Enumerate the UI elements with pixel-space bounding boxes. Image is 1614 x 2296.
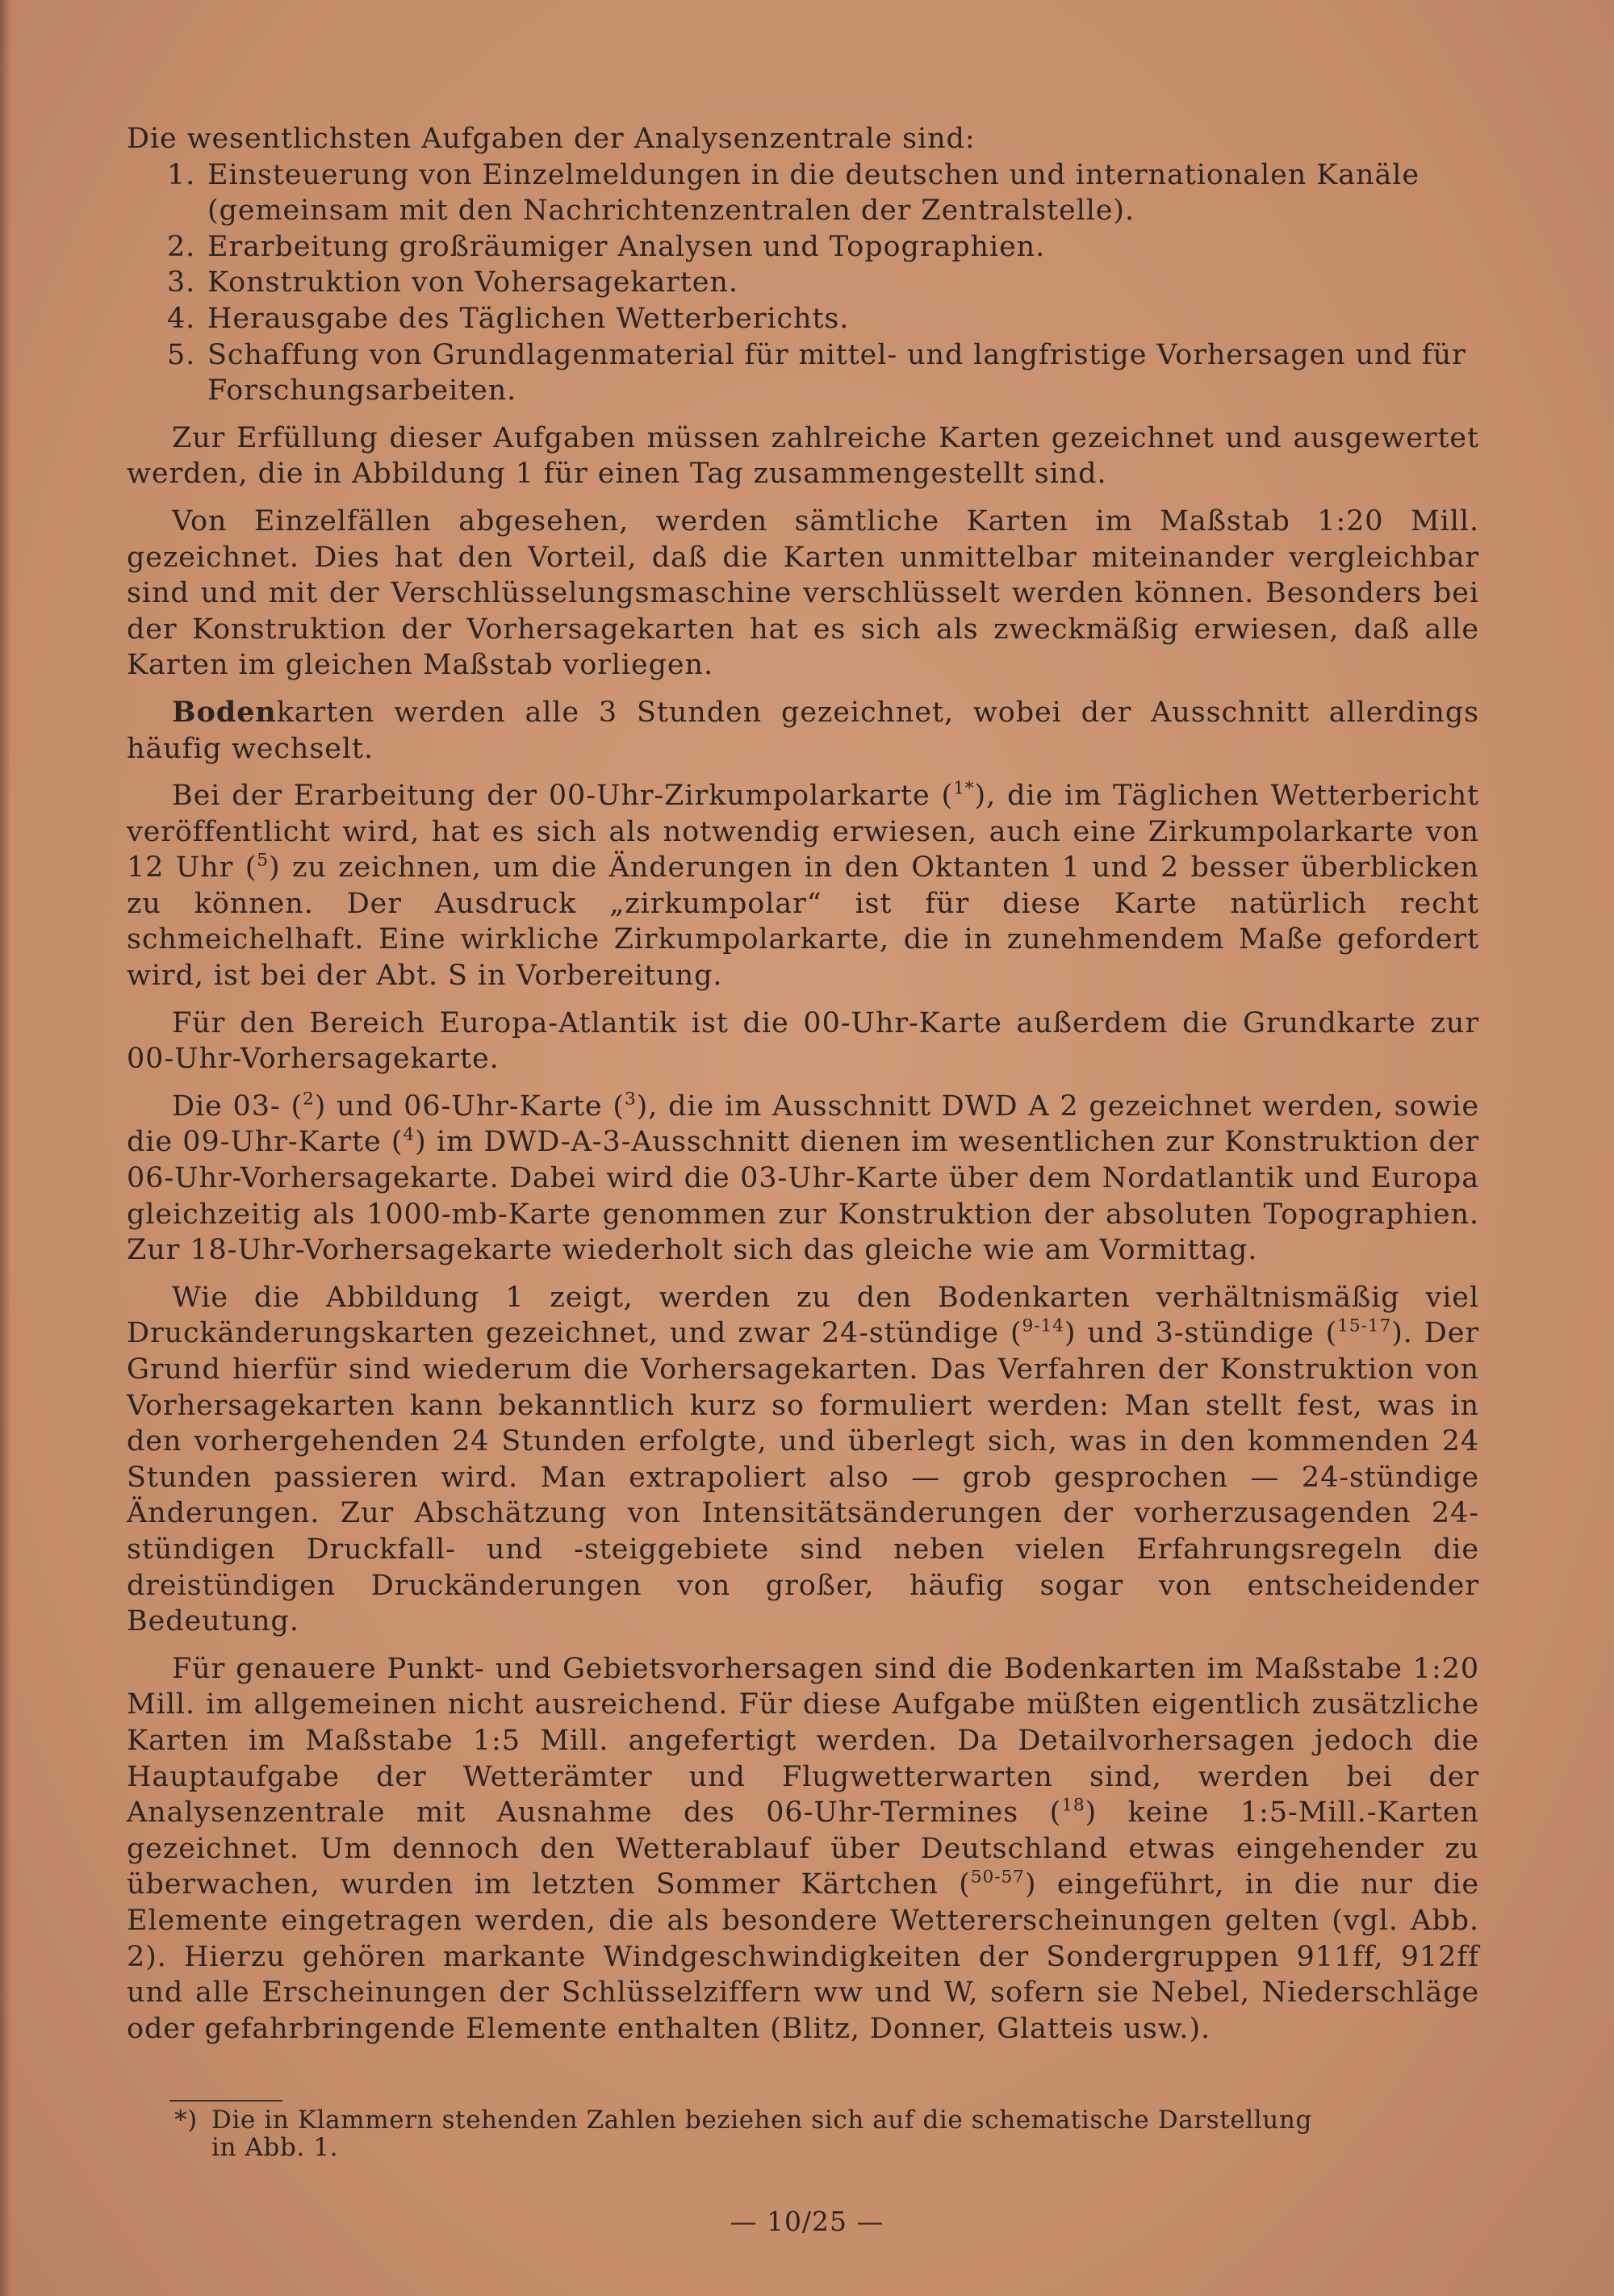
list-number: 1. <box>167 158 196 191</box>
reference-number: 1* <box>953 778 975 799</box>
list-number: 3. <box>167 266 196 299</box>
paragraph-scale: Von Einzelfällen abgesehen, werden sämtliche Karten im Maßstab 1:20 Mill. gezeichnet. Dies hat den Vorteil, daß die Karten unmittelbar miteinander vergleichbar sind und mit der Verschlüsselungsmaschine verschlüsselt werden können. Besonders bei der Konstruktion der Vorhersagekarten hat es sich als zweckmäßig erwiesen, daß alle Karten im gleichen Maßstab vorliegen. <box>127 504 1479 682</box>
bold-term: Boden <box>172 695 277 729</box>
reference-number: 4 <box>403 1124 416 1145</box>
paragraph-pressure-change: Wie die Abbildung 1 zeigt, werden zu den Bodenkarten verhältnismäßig viel Druckänderungskarten gezeichnet, und zwar 24-stündige ($^{9-14}$) und 3-stündige ($^{15-17}$). Der Grund hierfür sind wiederum die Vorhersagekarten. Das Verfahren der Konstruktion von Vorhersagekarten kann bekanntlich kurz so formuliert werden: Man stellt fest, was in den vorhergehenden 24 Stunden erfolgte, und überlegt sich, was in den kommenden 24 Stunden passieren wird. Man extrapoliert also — grob gesprochen — 24-stündige Änderungen. Zur Abschätzung von Intensitätsänderungen der vorherzusagenden 24-stündigen Druckfall- und -steiggebiete sind neben vielen Erfahrungsregeln die dreistündigen Druckänderungen von großer, häufig sogar von entscheidender Bedeutung. <box>127 1281 1480 1638</box>
page-edge-shadow <box>0 0 11 2296</box>
footnote-mark: *) <box>174 2106 198 2135</box>
list-text: Einsteuerung von Einzelmeldungen in die deutschen und internationalen Kanäle (gemeinsam mit den Nachrichtenzentralen der Zentralstelle). <box>207 158 1420 228</box>
paragraph-europe-atlantic: Für den Bereich Europa-Atlantik ist die 00-Uhr-Karte außerdem die Grundkarte zur 00-Uhr-Vorhersagekarte. <box>127 1006 1479 1076</box>
footnote-text: Die in Klammern stehenden Zahlen beziehen sich auf die schematische Darstellung <box>211 2106 1312 2135</box>
reference-number: 15-17 <box>1337 1315 1392 1336</box>
list-text: Erarbeitung großräumiger Analysen und Topographien. <box>207 230 1046 263</box>
list-text: Konstruktion von Vohersagekarten. <box>207 266 738 299</box>
list-item <box>127 157 1479 229</box>
paragraph-detail-forecasts: Für genauere Punkt- und Gebietsvorhersagen sind die Bodenkarten im Maßstabe 1:20 Mill. im allgemeinen nicht ausreichend. Für diese Aufgabe müßten eigentlich zusätzliche Karten im Maßstabe 1:5 Mill. angefertigt werden. Da Detailvorhersagen jedoch die Hauptaufgabe der Wetterämter und Flugwetterwarten sind, werden bei der Analysenzentrale mit Ausnahme des 06-Uhr-Termines ($^{18}$) keine 1:5-Mill.-Karten gezeichnet. Um dennoch den Wetterablauf über Deutschland etwas eingehender zu überwachen, wurden im letzten Sommer Kärtchen ($^{50-57}$) eingeführt, in die nur die Elemente eingetragen werden, die als besondere Wettererscheinungen gelten (vgl. Abb. 2). Hierzu gehören markante Windgeschwindigkeiten der Sondergruppen 911ff, 912ff und alle Erscheinungen der Schlüsselziffern ww und W, sofern sie Nebel, Niederschläge oder gefahrbringende Elemente enthalten (Blitz, Donner, Glatteis usw.). <box>127 1652 1480 2045</box>
reference-number: 2 <box>303 1089 315 1110</box>
body-text <box>127 121 1479 2056</box>
task-list <box>127 157 1479 409</box>
reference-number: 50-57 <box>970 1867 1025 1888</box>
reference-number: 18 <box>1061 1795 1085 1816</box>
list-text: Schaffung von Grundlagenmaterial für mittel- und langfristige Vorhersagen und für Forschungsarbeiten. <box>207 338 1466 408</box>
reference-number: 5 <box>257 850 269 871</box>
list-item <box>127 337 1479 409</box>
list-item <box>127 265 1479 301</box>
list-number: 4. <box>167 302 196 335</box>
list-text: Herausgabe des Täglichen Wetterberichts. <box>207 302 850 335</box>
list-number: 2. <box>167 230 196 263</box>
footnote <box>174 2106 1482 2161</box>
intro-sentence: Die wesentlichsten Aufgaben der Analysenzentrale sind: <box>127 123 976 155</box>
paragraph-surface-charts: Bodenkarten werden alle 3 Stunden gezeichnet, wobei der Ausschnitt allerdings häufig wechselt. <box>127 695 1479 765</box>
page-number: — 10/25 — <box>730 2206 884 2237</box>
footnote-divider <box>169 2100 282 2102</box>
paragraph-circumpolar: Bei der Erarbeitung der 00-Uhr-Zirkumpolarkarte ($^{1*}$), die im Täglichen Wetterbericht veröffentlicht wird, hat es sich als notwendig erwiesen, auch eine Zirkumpolarkarte von 12 Uhr ($^5$) zu zeichnen, um die Änderungen in den Oktanten 1 und 2 besser überblicken zu können. Der Ausdruck „zirkumpolar“ ist für diese Karte natürlich recht schmeichelhaft. Eine wirkliche Zirkumpolarkarte, die in zunehmendem Maße gefordert wird, ist bei der Abt. S in Vorbereitung. <box>127 778 1479 993</box>
list-number: 5. <box>167 338 196 371</box>
paragraph-charts-overview: Zur Erfüllung dieser Aufgaben müssen zahlreiche Karten gezeichnet und ausgewertet werden, die in Abbildung 1 für einen Tag zusammengestellt sind. <box>127 421 1479 491</box>
reference-number: 3 <box>624 1089 637 1110</box>
list-item <box>127 229 1479 266</box>
list-item <box>127 301 1479 337</box>
footnote-text-continued: in Abb. 1. <box>211 2133 339 2162</box>
paragraph-morning-charts: Die 03- ($^2$) und 06-Uhr-Karte ($^3$), die im Ausschnitt DWD A 2 gezeichnet werden, sowie die 09-Uhr-Karte ($^4$) im DWD-A-3-Ausschnitt dienen im wesentlichen zur Konstruktion der 06-Uhr-Vorhersagekarte. Dabei wird die 03-Uhr-Karte über dem Nordatlantik und Europa gleichzeitig als 1000-mb-Karte genommen zur Konstruktion der absoluten Topographien. Zur 18-Uhr-Vorhersagekarte wiederholt sich das gleiche wie am Vormittag. <box>127 1089 1479 1267</box>
reference-number: 9-14 <box>1022 1315 1064 1336</box>
